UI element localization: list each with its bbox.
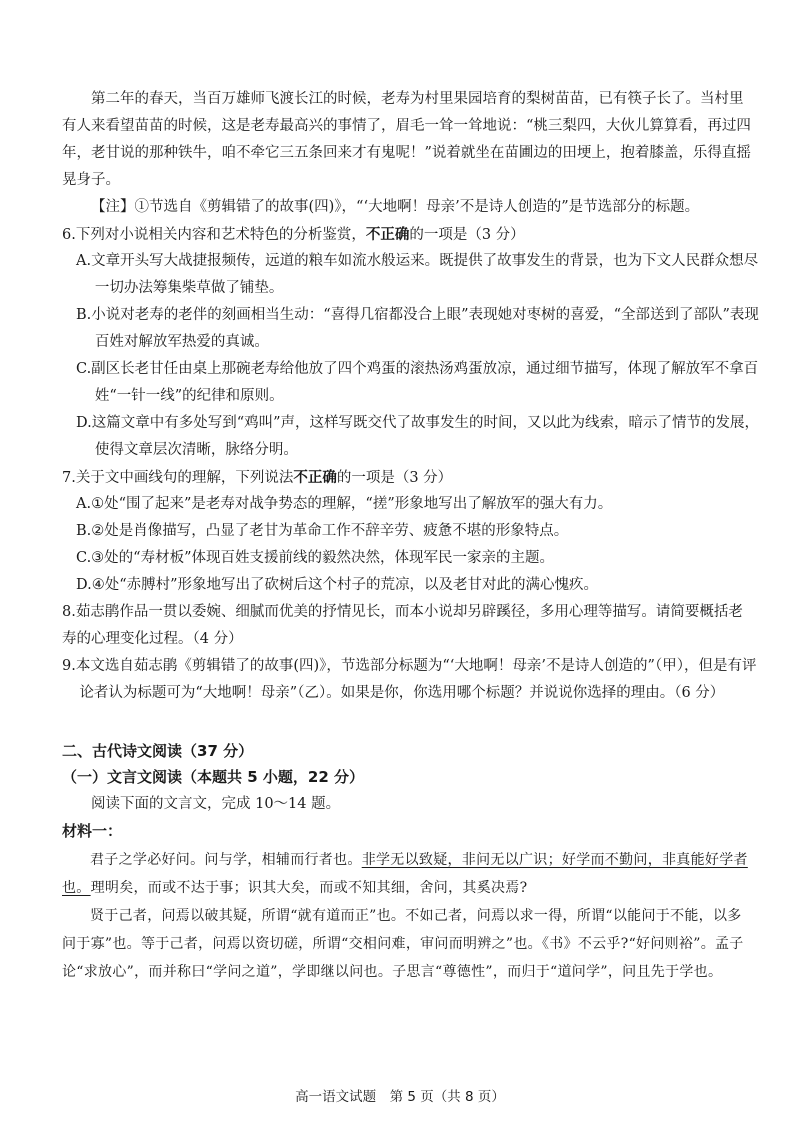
question-7-option-c: C.③处的“寿材板”体现百姓支援前线的毅然决然，体现军民一家亲的主题。 xyxy=(76,550,555,566)
question-6-stem xyxy=(62,221,752,249)
question-6-option-a: A.文章开头写大战捷报频传，远道的粮车如流水般运来。既提供了故事发生的背景，也为下文人民群众想尽一切办法筹集柴草做了铺垫。 xyxy=(76,253,759,296)
material-1-text: 君子之学必好问。问与学，相辅而行者也。 xyxy=(90,852,362,868)
question-7-stem-suffix: 的一项是（3 分） xyxy=(336,470,453,486)
passage-paragraph: 第二年的春天，当百万雄师飞渡长江的时候，老寿为村里果园培育的梨树苗苗，已有筷子长了。当村里有人来看望苗苗的时候，这是老寿最高兴的事情了，眉毛一耸一耸地说：“桃三梨四，大伙儿算算看，再过四年，老甘说的那种铁牛，咱不牵它三五条回来才有鬼呢！”说着就坐在苗圃边的田埂上，抱着膝盖，乐得直摇晃身子。 xyxy=(62,91,751,188)
question-6-stem-prefix: 6.下列对小说相关内容和艺术特色的分析鉴赏， xyxy=(62,227,366,243)
question-6-option-d: D.这篇文章中有多处写到“鸡叫”声，这样写既交代了故事发生的时间，又以此为线索，暗示了情节的发展，使得文章层次清晰，脉络分明。 xyxy=(76,415,760,458)
question-6-option-b: B.小说对老寿的老伴的刻画相当生动：“喜得几宿都没合上眼”表现她对枣树的喜爱，“全部送到了部队”表现百姓对解放军热爱的真诚。 xyxy=(76,307,759,350)
material-1-paragraph-1 xyxy=(62,846,752,902)
section-2-title: 二、古代诗文阅读（37 分） xyxy=(62,742,254,760)
question-7-stem-emphasis: 不正确 xyxy=(293,469,337,486)
question-7-option-d: D.④处“赤膊村”形象地写出了砍树后这个村子的荒凉，以及老甘对此的满心愧疚。 xyxy=(76,577,599,593)
question-7-option-a: A.①处“围了起来”是老寿对战争势态的理解，“搓”形象地写出了解放军的强大有力。 xyxy=(76,496,613,512)
question-7-stem-prefix: 7.关于文中画线句的理解，下列说法 xyxy=(62,470,294,486)
material-1-text: 理明矣，而或不达于事；识其大矣，而或不知其细，舍问，其奚决焉? xyxy=(90,880,528,896)
question-7-stem xyxy=(62,464,752,492)
question-8: 8.茹志鹃作品一贯以委婉、细腻而优美的抒情见长，而本小说却另辟蹊径，多用心理等描写。请简要概括老寿的心理变化过程。（4 分） xyxy=(62,604,743,647)
question-7-option-b: B.②处是肖像描写，凸显了老甘为革命工作不辞辛劳、疲惫不堪的形象特点。 xyxy=(76,523,569,539)
material-1-label: 材料一： xyxy=(62,822,123,840)
passage-note: 【注】①节选自《剪辑错了的故事(四)》，“‘大地啊！母亲’不是诗人创造的”是节选部分的标题。 xyxy=(91,199,700,215)
question-6-option-c: C.副区长老甘任由桌上那碗老寿给他放了四个鸡蛋的滚热汤鸡蛋放凉，通过细节描写，体现了解放军不拿百姓“一针一线”的纪律和原则。 xyxy=(76,361,759,404)
material-1-paragraph-2: 贤于己者，问焉以破其疑，所谓“就有道而正”也。不如己者，问焉以求一得，所谓“以能问于不能，以多问于寡”也。等于己者，问焉以资切磋，所谓“交相问难，审问而明辨之”也。《书》不云乎?“好问则裕”。孟子论“求放心”，而并称曰“学问之道”，学即继以问也。子思言“尊德性”，而归于“道问学”，问且先于学也。 xyxy=(62,908,744,980)
question-6-stem-emphasis: 不正确 xyxy=(365,226,410,243)
question-9: 9.本文选自茹志鹃《剪辑错了的故事(四)》，节选部分标题为“‘大地啊！母亲’不是诗人创造的”（甲），但是有评论者认为标题可为“大地啊！母亲”（乙）。如果是你，你选用哪个标题？并说说你选择的理由。（6 分） xyxy=(62,658,757,701)
section-2-subtitle: （一）文言文阅读（本题共 5 小题，22 分） xyxy=(62,768,364,786)
question-6-stem-suffix: 的一项是（3 分） xyxy=(409,227,525,243)
section-2-instruction: 阅读下面的文言文，完成 10～14 题。 xyxy=(91,796,341,812)
underlined-sentence: 非学无以致疑，非问无以广识；好学而不勤问，非真能好学者也。 xyxy=(62,852,748,896)
page-footer: 高一语文试题 第 5 页（共 8 页） xyxy=(295,1089,505,1105)
